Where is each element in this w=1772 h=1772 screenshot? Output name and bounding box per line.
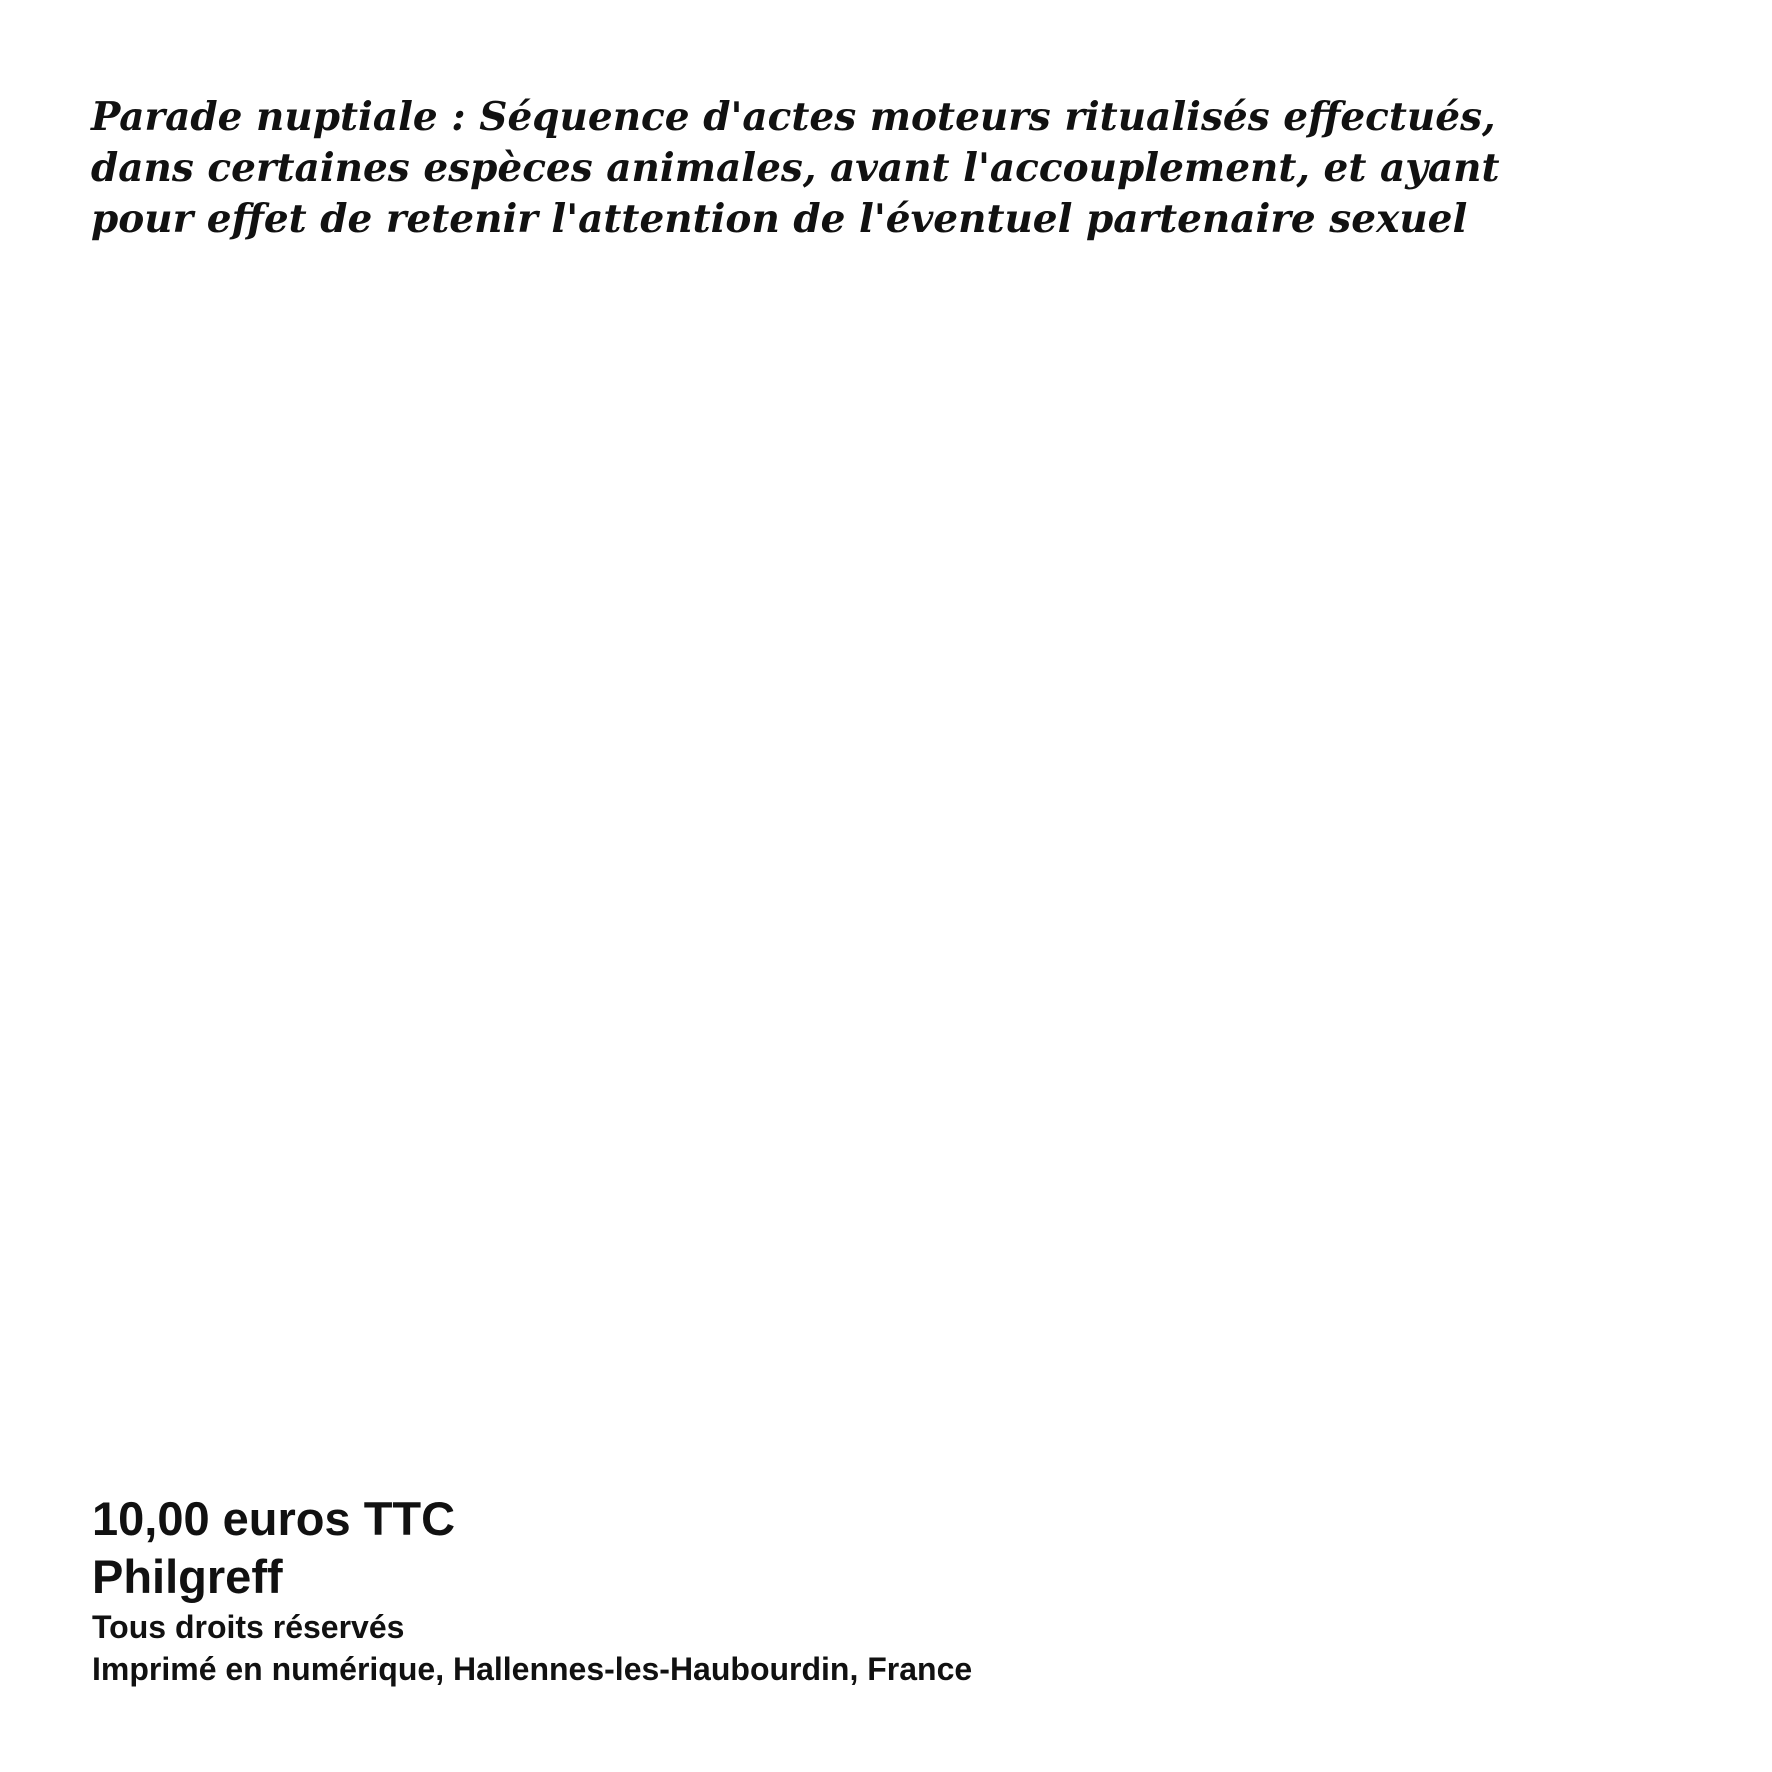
definition-text: Parade nuptiale : Séquence d'actes moteurs ritualisés effectués, dans certaines espèces animales, avant l'accouplement, et ayant pour effet de retenir l'attention de l'éventuel partenaire sexuel xyxy=(91,94,1500,242)
rights-notice: Tous droits réservés xyxy=(92,1609,405,1645)
publisher-name: Philgreff xyxy=(92,1550,283,1603)
print-location: Imprimé en numérique, Hallennes-les-Haubourdin, France xyxy=(92,1651,973,1687)
price-label: 10,00 euros TTC xyxy=(92,1492,456,1545)
colophon xyxy=(92,1490,972,1690)
